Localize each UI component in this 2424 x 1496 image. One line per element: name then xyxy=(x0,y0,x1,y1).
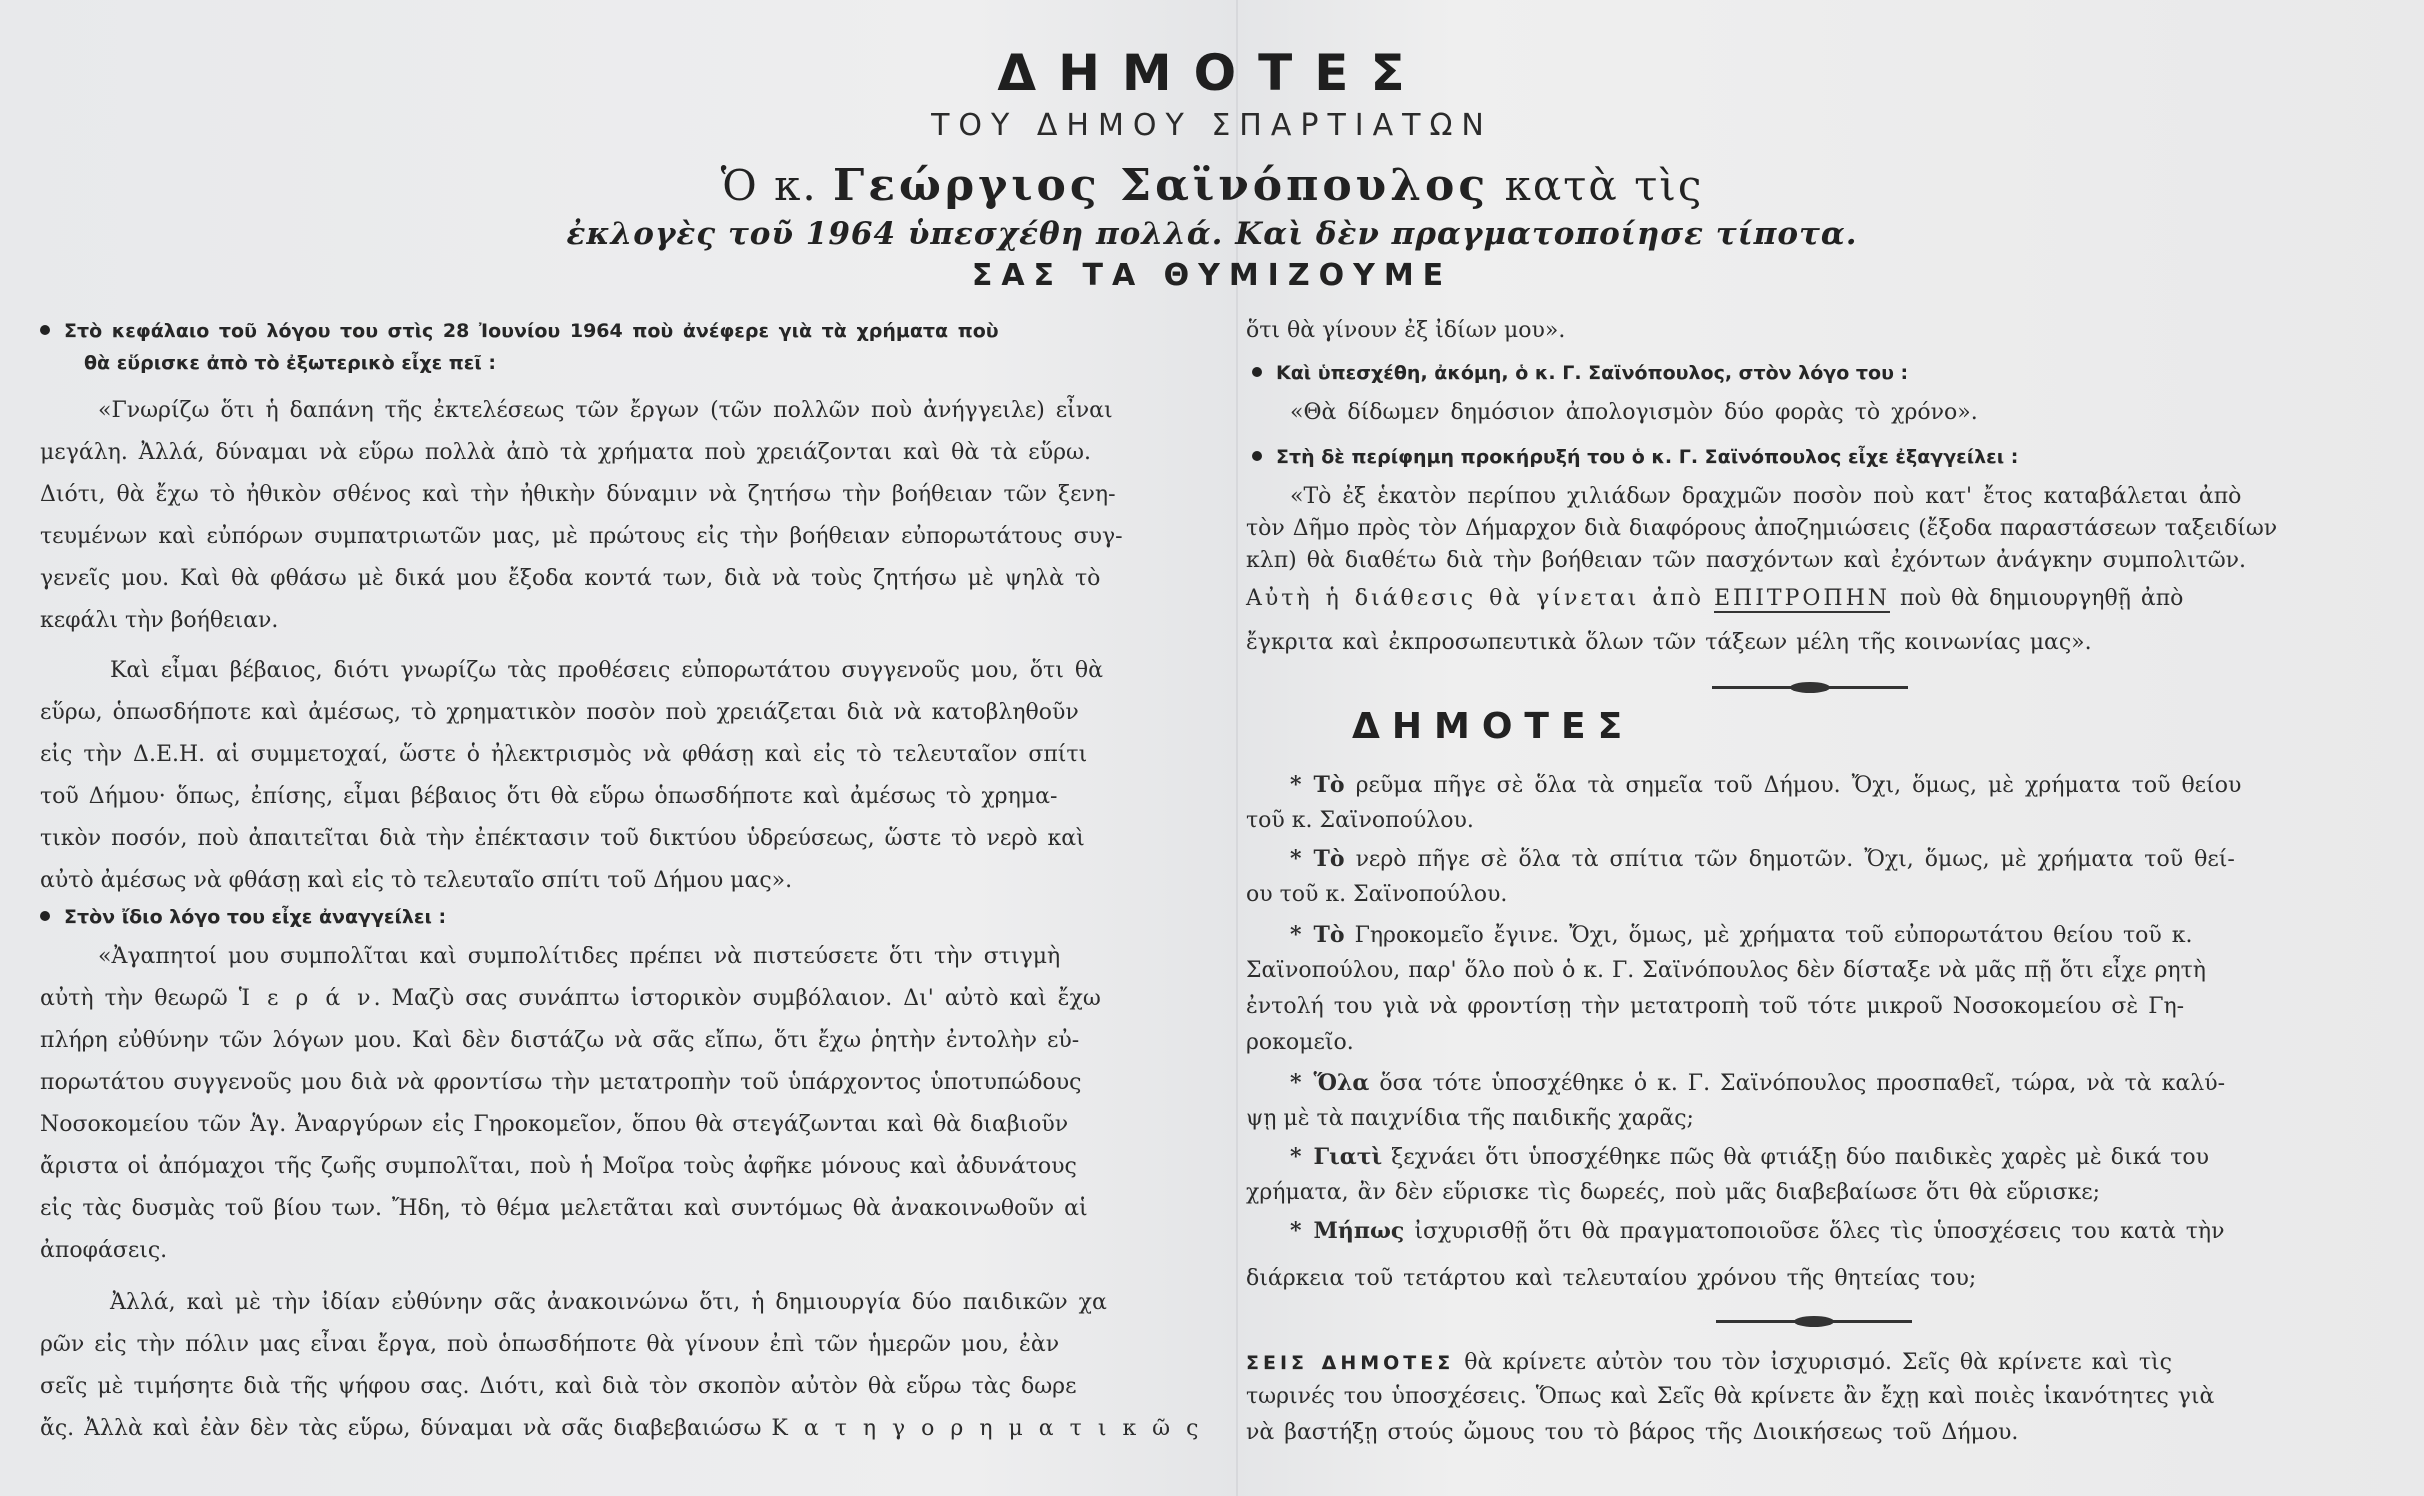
quote5: «Θὰ δίδωμεν δημόσιον ἀπολογισμὸν δύο φορὰς τὸ χρόνο». xyxy=(1290,400,1978,425)
bullet-dot xyxy=(1252,367,1262,377)
bullet-4: Στὴ δὲ περίφημη προκήρυξή του ὁ κ. Γ. Σαϊνόπουλος εἶχε ἐξαγγείλει : xyxy=(1252,442,2018,472)
bullet-1-line-2: θὰ εὕρισκε ἀπὸ τὸ ἐξωτερικὸ εἶχε πεῖ : xyxy=(84,352,496,374)
final-line-2: τωρινές του ὑποσχέσεις. Ὅπως καὶ Σεῖς θὰ κρίνετε ἂν ἔχῃ καὶ ποιὲς ἱκανότητες γιὰ xyxy=(1246,1384,2215,1409)
quote6-line-3: κλπ) θὰ διαθέτω διὰ τὴν βοήθειαν τῶν πασχόντων καὶ ἐχόντων ἀνάγκην συμπολιτῶν. xyxy=(1246,548,2247,573)
star-item-5-line-1: * Γιατὶ ξεχνάει ὅτι ὑποσχέθηκε πῶς θὰ φτιάξῃ δύο παιδικὲς χαρὲς μὲ δικά του xyxy=(1290,1144,2209,1170)
star-item-1-line-1: * Τὸ ρεῦμα πῆγε σὲ ὅλα τὰ σημεῖα τοῦ Δήμου. Ὄχι, ὅμως, μὲ χρήματα τοῦ θείου xyxy=(1290,772,2242,798)
star-icon: * xyxy=(1290,1218,1302,1244)
quote3-line-1: «Ἀγαπητοί μου συμπολῖται καὶ συμπολίτιδες πρέπει νὰ πιστεύσετε ὅτι τὴν στιγμὴ xyxy=(98,944,1061,969)
quote3-line-6: ἄριστα οἱ ἀπόμαχοι τῆς ζωῆς συμπολῖται, ποὺ ἡ Μοῖρα τοὺς ἀφῆκε μόνους καὶ ἀδυνάτους xyxy=(40,1154,1077,1179)
star-item-6-line-1: * Μήπως ἰσχυρισθῇ ὅτι θὰ πραγματοποιοῦσε ὅλες τὶς ὑποσχέσεις του κατὰ τὴν xyxy=(1290,1218,2225,1244)
bullet-3: Καὶ ὑπεσχέθη, ἀκόμη, ὁ κ. Γ. Σαϊνόπουλος, στὸν λόγο του : xyxy=(1252,358,1908,388)
final-lead: ΣΕΙΣ ΔΗΜΟΤΕΣ xyxy=(1246,1352,1455,1374)
star-icon: * xyxy=(1290,1144,1302,1170)
star-item-3-line-3: ἐντολή του γιὰ νὰ φροντίσῃ τὴν μετατροπὴ τοῦ τότε μικροῦ Νοσοκομείου σὲ Γη- xyxy=(1246,994,2185,1019)
quote3-line-7: εἰς τὰς δυσμὰς τοῦ βίου των. Ἤδη, τὸ θέμα μελετᾶται καὶ συντόμως θὰ ἀνακοινωθοῦν αἱ xyxy=(40,1196,1088,1221)
star-item-3-line-2: Σαϊνοπούλου, παρ' ὅλο ποὺ ὁ κ. Γ. Σαϊνόπουλος δὲν δίσταξε νὰ μᾶς πῇ ὅτι εἶχε ρητὴ xyxy=(1246,958,2206,983)
quote2-line-5: τικὸν ποσόν, ποὺ ἀπαιτεῖται διὰ τὴν ἐπέκτασιν τοῦ δικτύου ὑδρεύσεως, ὥστε τὸ νερὸ καὶ xyxy=(40,826,1085,851)
quote6-line-4: Αὐτὴ ἡ διάθεσις θὰ γίνεται ἀπὸ ΕΠΙΤΡΟΠΗΝ ποὺ θὰ δημιουργηθῇ ἀπὸ xyxy=(1246,586,2184,611)
quote1-line-3: Διότι, θὰ ἔχω τὸ ἠθικὸν σθένος καὶ τὴν ἠθικὴν δύναμιν νὰ ζητήσω τὴν βοήθειαν τῶν ξενη- xyxy=(40,482,1116,507)
quote2-line-2: εὕρω, ὁπωσδήποτε καὶ ἀμέσως, τὸ χρηματικὸν ποσὸν ποὺ χρειάζεται διὰ νὰ κατοβληθοῦν xyxy=(40,700,1079,725)
emphasis-kategorimatikos: Κ α τ η γ ο ρ η μ α τ ι κ ῶ ς xyxy=(771,1416,1202,1441)
star-item-1-line-2: τοῦ κ. Σαϊνοπούλου. xyxy=(1246,808,1474,833)
subtitle: ΤΟΥ ΔΗΜΟΥ ΣΠΑΡΤΙΑΤΩΝ xyxy=(931,108,1493,143)
bullet-1-line-1: Στὸ κεφάλαιο τοῦ λόγου του στὶς 28 Ἰουνίου 1964 ποὺ ἀνέφερε γιὰ τὰ χρήματα ποὺ xyxy=(40,316,999,346)
star-item-4-line-1: * Ὅλα ὅσα τότε ὑποσχέθηκε ὁ κ. Γ. Σαϊνόπουλος προσπαθεῖ, τώρα, νὰ τὰ καλύ- xyxy=(1290,1070,2226,1096)
quote4-line-2: ρῶν εἰς τὴν πόλιν μας εἶναι ἔργα, ποὺ ὁπωσδήποτε θὰ γίνουν ἐπὶ τῶν ἡμερῶν μου, ἐὰν xyxy=(40,1332,1060,1357)
quote3-line-3: πλήρη εὐθύνην τῶν λόγων μου. Καὶ δὲν διστάζω νὰ σᾶς εἴπω, ὅτι ἔχω ῥητὴν ἐντολὴν εὐ- xyxy=(40,1028,1080,1053)
epitropin-underlined: ΕΠΙΤΡΟΠΗΝ xyxy=(1713,586,1891,611)
bullet-dot xyxy=(40,911,50,921)
star-item-2-line-1: * Τὸ νερὸ πῆγε σὲ ὅλα τὰ σπίτια τῶν δημοτῶν. Ὄχι, ὅμως, μὲ χρήματα τοῦ θεί- xyxy=(1290,846,2235,872)
headline-line-3: ΣΑΣ ΤΑ ΘΥΜΙΖΟΥΜΕ xyxy=(971,258,1453,293)
final-line-1: ΣΕΙΣ ΔΗΜΟΤΕΣ θὰ κρίνετε αὐτὸν του τὸν ἰσχυρισμό. Σεῖς θὰ κρίνετε καὶ τὶς xyxy=(1246,1350,2172,1375)
quote3-line-2: αὐτὴ τὴν θεωρῶ Ἱ ε ρ ά ν. Μαζὺ σας συνάπτω ἱστορικὸν συμβόλαιον. Δι' αὐτὸ καὶ ἔχω xyxy=(40,986,1101,1011)
divider-ornament xyxy=(1712,686,1908,689)
quote3-line-5: Νοσοκομείου τῶν Ἁγ. Ἀναργύρων εἰς Γηροκομεῖον, ὅπου θὰ στεγάζωνται καὶ θὰ διαβιοῦν xyxy=(40,1112,1069,1137)
quote1-line-4: τευμένων καὶ εὐπόρων συμπατριωτῶν μας, μὲ πρώτους εἰς τὴν βοήθειαν εὐπορωτάτους συγ- xyxy=(40,524,1123,549)
star-item-6-line-2: διάρκεια τοῦ τετάρτου καὶ τελευταίου χρόνου τῆς θητείας του; xyxy=(1246,1266,1977,1291)
right-line-0: ὅτι θὰ γίνουν ἐξ ἰδίων μου». xyxy=(1246,318,1566,343)
headline-line-1 xyxy=(0,160,2424,211)
quote6-line-2: τὸν Δῆμο πρὸς τὸν Δήμαρχον διὰ διαφόρους ἀποζημιώσεις (ἔξοδα παραστάσεων ταξειδίων xyxy=(1246,516,2278,541)
quote2-line-6: αὐτὸ ἀμέσως νὰ φθάσῃ καὶ εἰς τὸ τελευταῖο σπίτι τοῦ Δήμου μας». xyxy=(40,868,793,893)
emphasis-ieran: Ἱ ε ρ ά ν xyxy=(238,986,374,1011)
bullet-dot xyxy=(40,325,50,335)
quote1-line-5: γενεῖς μου. Καὶ θὰ φθάσω μὲ δικά μου ἔξοδα κοντά των, διὰ νὰ τοὺς ζητήσω μὲ ψηλὰ τὸ xyxy=(40,566,1101,591)
section-title-dimotes: ΔΗΜΟΤΕΣ xyxy=(1352,706,1635,747)
final-line-3: νὰ βαστήξῃ στούς ὤμους του τὸ βάρος τῆς Διοικήσεως τοῦ Δήμου. xyxy=(1246,1420,2019,1445)
quote6-line-1: «Τὸ ἐξ ἑκατὸν περίπου χιλιάδων δραχμῶν ποσὸν ποὺ κατ' ἔτος καταβάλεται ἀπὸ xyxy=(1290,484,2242,509)
quote2-line-4: τοῦ Δήμου· ὅπως, ἐπίσης, εἶμαι βέβαιος ὅτι θὰ εὕρω ὁπωσδήποτε καὶ ἀμέσως τὸ χρημα- xyxy=(40,784,1058,809)
quote1-line-6: κεφάλι τὴν βοήθειαν. xyxy=(40,608,279,633)
star-item-5-line-2: χρήματα, ἂν δὲν εὕρισκε τὶς δωρεές, ποὺ μᾶς διαβεβαίωσε ὅτι θὰ εὕρισκε; xyxy=(1246,1180,2101,1205)
headline-suffix: κατὰ τὶς xyxy=(1504,161,1704,210)
headline-name: Γεώργιος Σαϊνόπουλος xyxy=(833,160,1490,211)
quote2-line-3: εἰς τὴν Δ.Ε.Η. αἱ συμμετοχαί, ὥστε ὁ ἠλεκτρισμὸς νὰ φθάσῃ καὶ εἰς τὸ τελευταῖον σπίτι xyxy=(40,742,1088,767)
quote3-line-4: πορωτάτου συγγενοῦς μου διὰ νὰ φροντίσω τὴν μετατροπὴν τοῦ ὑπάρχοντος ὑποτυπώδους xyxy=(40,1070,1082,1095)
bullet-2: Στὸν ἴδιο λόγο του εἶχε ἀναγγείλει : xyxy=(40,902,446,932)
quote3-line-8: ἀποφάσεις. xyxy=(40,1238,168,1263)
quote4-line-1: Ἀλλά, καὶ μὲ τὴν ἰδίαν εὐθύνην σᾶς ἀνακοινώνω ὅτι, ἡ δημιουργία δύο παιδικῶν χα xyxy=(110,1290,1107,1315)
star-icon: * xyxy=(1290,922,1302,948)
star-item-2-line-2: ου τοῦ κ. Σαϊνοπούλου. xyxy=(1246,882,1508,907)
bullet-dot xyxy=(1252,451,1262,461)
headline-prefix: Ὁ κ. xyxy=(720,161,818,210)
star-item-3-line-1: * Τὸ Γηροκομεῖο ἔγινε. Ὄχι, ὅμως, μὲ χρήματα τοῦ εὐπορωτάτου θείου τοῦ κ. xyxy=(1290,922,2193,948)
star-icon: * xyxy=(1290,846,1302,872)
quote4-line-3: σεῖς μὲ τιμήσητε διὰ τῆς ψήφου σας. Διότι, καὶ διὰ τὸν σκοπὸν αὐτὸν θὰ εὕρω τὰς δωρε xyxy=(40,1374,1077,1399)
star-icon: * xyxy=(1290,772,1302,798)
quote2-line-1: Καὶ εἶμαι βέβαιος, διότι γνωρίζω τὰς προθέσεις εὐπορωτάτου συγγενοῦς μου, ὅτι θὰ xyxy=(110,658,1103,683)
quote1-line-1: «Γνωρίζω ὅτι ἡ δαπάνη τῆς ἐκτελέσεως τῶν ἔργων (τῶν πολλῶν ποὺ ἀνήγγειλε) εἶναι xyxy=(98,398,1113,423)
quote6-line-5: ἔγκριτα καὶ ἐκπροσωπευτικὰ ὅλων τῶν τάξεων μέλη τῆς κοινωνίας μας». xyxy=(1246,630,2092,655)
main-title: ΔΗΜΟΤΕΣ xyxy=(997,44,1427,102)
headline-line-2: ἐκλογὲς τοῦ 1964 ὑπεσχέθη πολλά. Καὶ δὲν πραγματοποίησε τίποτα. xyxy=(566,216,1858,252)
star-item-3-line-4: ροκομεῖο. xyxy=(1246,1030,1354,1055)
divider-ornament xyxy=(1716,1320,1912,1323)
quote1-line-2: μεγάλη. Ἀλλά, δύναμαι νὰ εὕρω πολλὰ ἀπὸ τὰ χρήματα ποὺ χρειάζονται καὶ θὰ τὰ εὕρω. xyxy=(40,440,1091,465)
quote4-line-4: ἄς. Ἀλλὰ καὶ ἐὰν δὲν τὰς εὕρω, δύναμαι νὰ σᾶς διαβεβαιώσω Κ α τ η γ ο ρ η μ α τ ι κ ῶ ς xyxy=(40,1416,1202,1441)
star-item-4-line-2: ψῃ μὲ τὰ παιχνίδια τῆς παιδικῆς χαρᾶς; xyxy=(1246,1106,1694,1131)
star-icon: * xyxy=(1290,1070,1302,1096)
